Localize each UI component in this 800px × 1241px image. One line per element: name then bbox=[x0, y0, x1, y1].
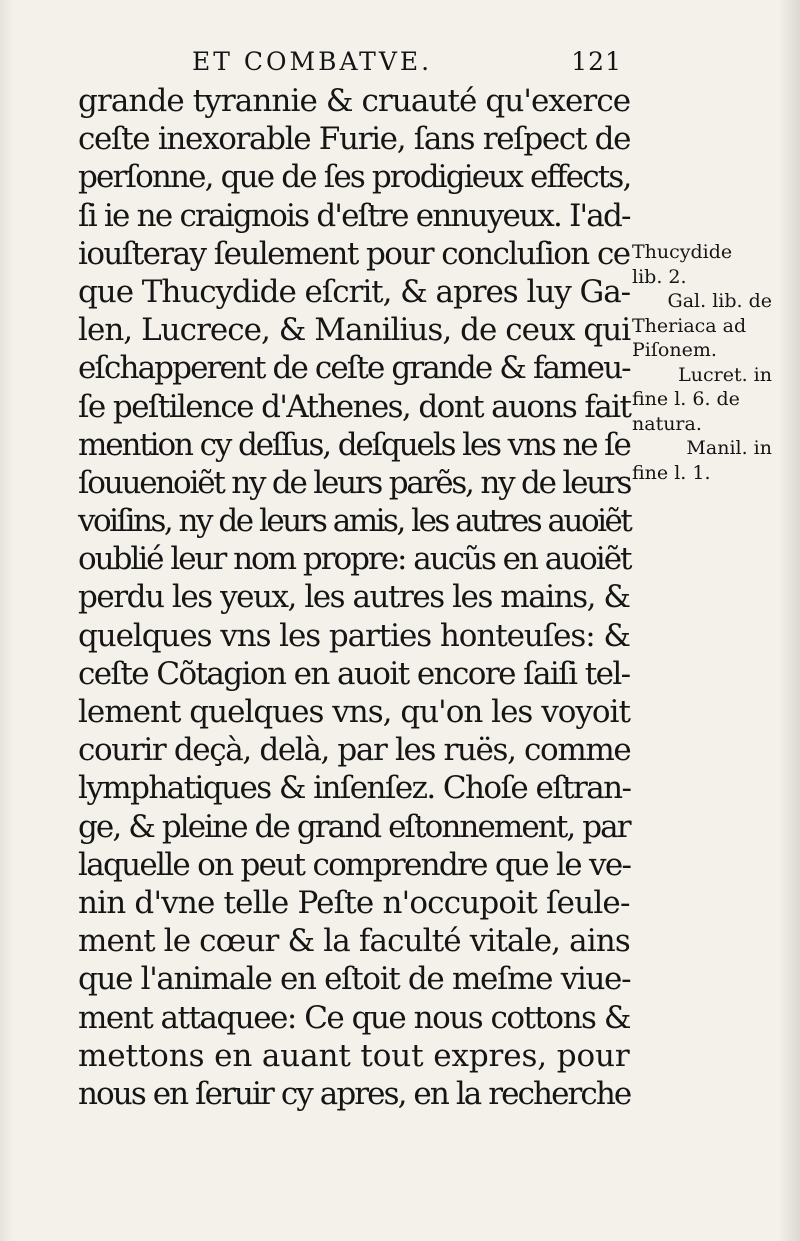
text-line: mettons en auant tout expres, pour bbox=[78, 1037, 630, 1074]
margin-note: Gal. lib. de bbox=[667, 290, 772, 312]
text-line: perdu les yeux, les autres les mains, & bbox=[78, 579, 630, 616]
margin-note: lib. 2. bbox=[632, 265, 687, 288]
margin-note: fine l. 1. bbox=[632, 461, 711, 484]
text-line: laquelle on peut comprendre que le ve- bbox=[78, 846, 631, 883]
margin-note: natura. bbox=[632, 412, 702, 435]
text-line: perſonne, que de ſes prodigieux effects, bbox=[78, 159, 631, 196]
text-line: eſchapperent de ceſte grande & fameu- bbox=[78, 350, 630, 387]
text-line: mention cy deſſus, deſquels les vns ne ſe bbox=[78, 426, 630, 463]
text-line: oublié leur nom propre: aucũs en auoiẽt bbox=[78, 541, 631, 578]
running-title: ET COMBATVE. bbox=[192, 47, 433, 76]
text-line: ceſte Cõtagion en auoit encore ſaiſi tel- bbox=[78, 655, 630, 692]
page-edge-shadow bbox=[778, 0, 800, 1241]
text-line: lement quelques vns, qu'on les voyoit bbox=[78, 694, 630, 730]
text-line: ſouuenoiẽt ny de leurs parẽs, ny de leurs bbox=[78, 464, 631, 501]
text-line: ſe peſtilence d'Athenes, dont auons fait bbox=[78, 388, 631, 425]
text-line: grande tyrannie & cruauté qu'exerce bbox=[78, 83, 631, 119]
page-number: 121 bbox=[571, 47, 622, 76]
text-line: que Thucydide eſcrit, & apres luy Ga- bbox=[78, 273, 631, 310]
text-line: len, Lucrece, & Manilius, de ceux qui bbox=[78, 312, 631, 349]
margin-note: Piſonem. bbox=[632, 339, 717, 361]
text-line: ment attaquee: Ce que nous cottons & bbox=[78, 999, 630, 1036]
text-line: ſi ie ne craignois d'eſtre ennuyeux. I'ad- bbox=[78, 197, 630, 234]
running-header bbox=[192, 44, 622, 80]
text-line: iouſteray ſeulement pour concluſion ce bbox=[78, 235, 630, 272]
text-line: nous en ſeruir cy apres, en la recherche bbox=[78, 1075, 631, 1112]
page-gutter-shadow bbox=[0, 0, 14, 1241]
margin-notes bbox=[632, 240, 772, 485]
text-line: nin d'vne telle Peſte n'occupoit ſeule- bbox=[78, 884, 630, 921]
text-line: que l'animale en eſtoit de meſme viue- bbox=[78, 961, 631, 998]
margin-note: Lucret. in bbox=[678, 363, 772, 386]
margin-note: fine l. 6. de bbox=[632, 388, 740, 410]
body-text bbox=[78, 82, 630, 1113]
text-line: ge, & pleine de grand eſtonnement, par bbox=[78, 808, 630, 845]
text-line: courir deçà, delà, par les ruës, comme bbox=[78, 732, 631, 769]
margin-note: Theriaca ad bbox=[632, 314, 747, 337]
text-line: quelques vns les parties honteuſes: & bbox=[78, 617, 630, 654]
text-line: ceſte inexorable Furie, ſans reſpect de bbox=[78, 121, 631, 158]
text-line: ment le cœur & la faculté vitale, ains bbox=[78, 923, 630, 960]
margin-note: Thucydide bbox=[632, 241, 733, 263]
margin-note: Manil. in bbox=[686, 437, 772, 459]
text-line: voiſins, ny de leurs amis, les autres auoiẽt bbox=[78, 503, 631, 540]
text-line: lymphatiques & inſenſez. Choſe eſtran- bbox=[78, 770, 631, 807]
